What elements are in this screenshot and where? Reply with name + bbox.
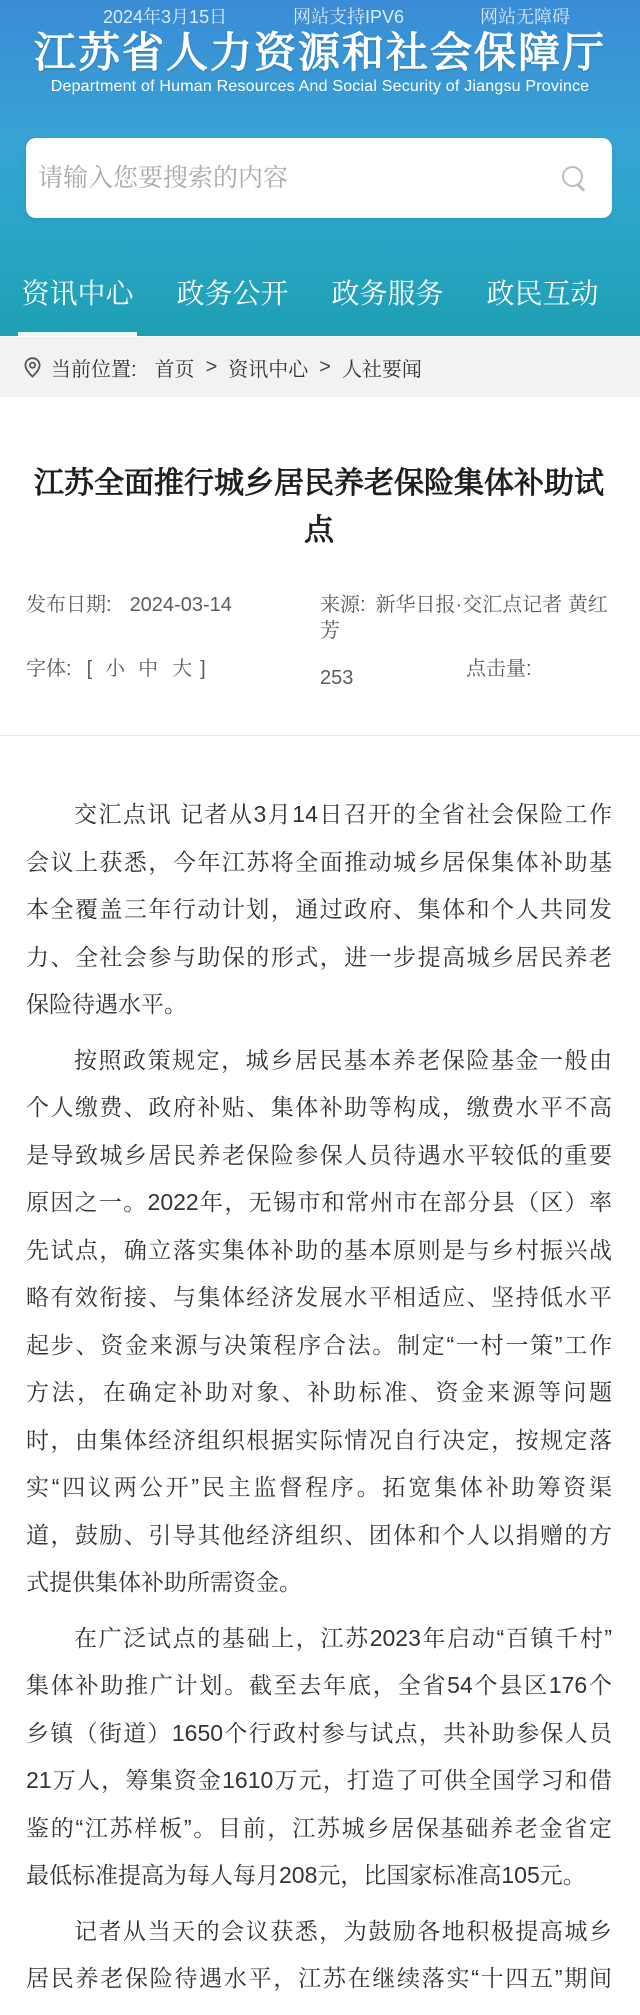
meta-divider [0, 735, 640, 736]
paragraph-line: 实“四议两公开”民主监督程序。拓宽集体补助筹资渠 [26, 1474, 612, 1500]
paragraph-line: 21万人，筹集资金1610万元，打造了可供全国学习和借 [26, 1767, 612, 1793]
nav-item-government-services[interactable]: 政务服务 [331, 278, 444, 309]
top-info-bar [0, 4, 640, 30]
paragraph-line: 道，鼓励、引导其他经济组织、团体和个人以捐赠的方 [26, 1521, 612, 1548]
paragraph-line: 最低标准提高为每人每月208元，比国家标准高105元。 [26, 1862, 586, 1888]
site-header [0, 0, 640, 336]
nav-item-government-affairs-disclosure[interactable]: 政务公开 [176, 278, 289, 309]
current-date: 2024年3月15日 [103, 7, 228, 27]
search-box [26, 138, 612, 218]
publish-date: 2024-03-14 [129, 594, 232, 616]
nav-item-public-interaction[interactable]: 政民互动 [486, 278, 599, 309]
article-paragraph [26, 1908, 612, 2003]
breadcrumb-hr-news-link[interactable]: 人社要闻 [341, 358, 422, 381]
breadcrumb-news-center-link[interactable]: 资讯中心 [228, 358, 309, 381]
paragraph-line: 交汇点讯 记者从3月14日召开的全省社会保险工作 [74, 801, 612, 827]
font-size-bracket-close: ] [200, 658, 206, 680]
paragraph-line: 略有效衔接、与集体经济发展水平相适应、坚持低水平 [26, 1284, 612, 1310]
breadcrumb-separator: > [319, 355, 331, 378]
source-row [320, 592, 612, 644]
breadcrumb-separator: > [205, 355, 218, 378]
paragraph-line: 是导致城乡居民养老保险参保人员待遇水平较低的重要 [26, 1141, 612, 1168]
paragraph-line: 个人缴费、政府补贴、集体补助等构成，缴费水平不高 [26, 1094, 612, 1120]
paragraph-line: 集体补助推广计划。截至去年底，全省54个县区176个 [26, 1672, 612, 1698]
paragraph-line: 方法，在确定补助对象、补助标准、资金来源等问题 [26, 1379, 612, 1405]
publish-date-label: 发布日期: [26, 594, 112, 616]
publish-date-row [26, 592, 232, 618]
search-input[interactable] [26, 138, 526, 218]
site-title: 江苏省人力资源和社会保障厅 [33, 29, 606, 76]
paragraph-line: 力、全社会参与助保的形式，进一步提高城乡居民养老 [26, 943, 612, 970]
article-title: 江苏全面推行城乡居民养老保险集体补助试点 [34, 467, 604, 547]
paragraph-line: 按照政策规定，城乡居民基本养老保险基金一般由 [74, 1046, 612, 1073]
site-subtitle-english: Department of Human Resources And Social Security of Jiangsu Province [50, 78, 590, 95]
paragraph-line: 会议上获悉，今年江苏将全面推动城乡居保集体补助基 [26, 848, 612, 875]
article-paragraph [26, 1037, 612, 1607]
accessibility-link[interactable]: 网站无障碍 [480, 7, 570, 27]
breadcrumb [0, 337, 640, 397]
paragraph-line: 式提供集体补助所需资金。 [26, 1569, 302, 1595]
source-label: 来源: [320, 594, 366, 616]
nav-item-news-center[interactable]: 资讯中心 [21, 278, 134, 309]
article-body [26, 791, 612, 2003]
ipv6-support-label: 网站支持IPV6 [293, 7, 405, 27]
paragraph-line: 先试点，确立落实集体补助的基本原则是与乡村振兴战 [26, 1236, 612, 1263]
location-pin-icon [24, 357, 41, 378]
source-value: 新华日报·交汇点记者 黄红芳 [320, 594, 608, 642]
article-paragraph [26, 791, 612, 1029]
font-size-bracket-open: [ [86, 658, 93, 680]
view-count: 253 [320, 667, 354, 689]
font-size-label: 字体: [26, 658, 72, 680]
breadcrumb-home-link[interactable]: 首页 [154, 358, 195, 381]
article-paragraph [26, 1615, 612, 1900]
active-nav-indicator [18, 332, 137, 336]
paragraph-line: 鉴的“江苏样板”。目前，江苏城乡居保基础养老金省定 [26, 1814, 612, 1841]
paragraph-line: 起步、资金来源与决策程序合法。制定“一村一策”工作 [26, 1331, 612, 1358]
font-size-controls [26, 656, 206, 682]
paragraph-line: 本全覆盖三年行动计划，通过政府、集体和个人共同发 [26, 896, 612, 922]
font-size-medium-button[interactable]: 中 [138, 658, 159, 680]
paragraph-line: 居民养老保险待遇水平，江苏在继续落实“十四五”期间 [26, 1965, 612, 1991]
paragraph-line: 在广泛试点的基础上，江苏2023年启动“百镇千村” [74, 1624, 612, 1651]
paragraph-line: 时，由集体经济组织根据实际情况自行决定，按规定落 [26, 1426, 612, 1453]
paragraph-line: 保险待遇水平。 [26, 991, 187, 1017]
font-size-large-button[interactable]: 大 [172, 658, 193, 680]
main-nav [0, 256, 640, 336]
view-count-label: 点击量: [466, 658, 532, 680]
paragraph-line: 原因之一。2022年，无锡市和常州市在部分县（区）率 [26, 1189, 612, 1215]
search-icon[interactable] [560, 164, 588, 192]
paragraph-line: 乡镇（街道）1650个行政村参与试点，共补助参保人员 [26, 1719, 612, 1746]
breadcrumb-label: 当前位置: [51, 358, 137, 381]
paragraph-line: 记者从当天的会议获悉，为鼓励各地积极提高城乡 [74, 1917, 612, 1944]
font-size-small-button[interactable]: 小 [105, 658, 126, 680]
